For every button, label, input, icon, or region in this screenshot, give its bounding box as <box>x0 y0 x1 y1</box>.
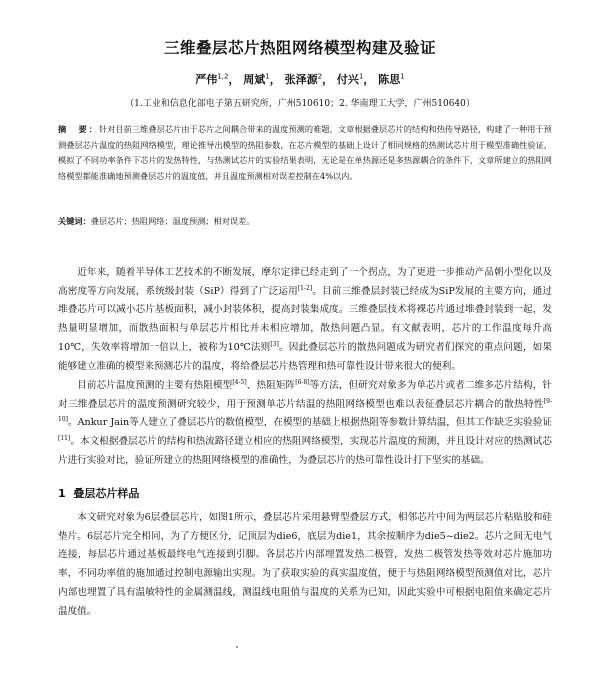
paragraph-text: 近年来，随着半导体工艺技术的不断发展，摩尔定律已经走到了一个拐点，为了更进一步推动产品朝小型化以及高密度等方向发展，系统级封装（SiP）得到了广泛运用 <box>58 267 552 297</box>
citation: [6-8] <box>295 378 310 386</box>
author-name: 周斌 <box>243 73 266 86</box>
abstract-text: 针对目前三维叠层芯片由于芯片之间耦合带来的温度预测的难题，文章根据叠层芯片的结构和热传导路径，构建了一种用于预测叠层芯片温度的热阻网络模型，理论推导出模型的热阻参数，在芯片模型的基础上设计了相同规格的热测试芯片用于模型准确性验证，模拟了不同功率条件下芯片的发热特性，与热测试芯片的实验结果表明，无论是在单热源还是多热源耦合的条件下，文章所建立的热阻网络模型都能准确地预测叠层芯片的温度值，并且温度预测相对误差控制在4%以内。 <box>58 124 552 181</box>
author-name: 张泽源 <box>284 73 318 86</box>
intro-paragraph-1 <box>58 264 552 376</box>
section-title: 叠层芯片样品 <box>73 487 140 500</box>
keywords-text: 叠层芯片；热阻网络；温度预测；相对误差。 <box>90 216 255 226</box>
section-heading <box>58 485 139 501</box>
citation: [1-2] <box>297 284 313 292</box>
citation: [9-10] <box>58 397 552 424</box>
keywords-label: 关键词： <box>58 216 91 226</box>
author-name: 严伟 <box>195 73 218 86</box>
author-affil-mark: 1 <box>358 72 364 81</box>
scan-speck <box>236 646 238 648</box>
abstract-label: 摘 要： <box>58 124 99 134</box>
intro-paragraph-2 <box>58 377 552 471</box>
paragraph-text: 。Ankur Jain等人建立了叠层芯片的数值模型，在模型的基础上根据热阻等参数计算结温，但其工作缺乏实验验证 <box>67 417 552 429</box>
author-affil-mark: 1 <box>265 72 270 81</box>
author-affil-mark: 1,2 <box>217 72 229 81</box>
keywords <box>58 216 552 227</box>
paragraph-text: 。因此叠层芯片的散热问题成为研究者们探究的重点问题，如果能够建立准确的模型来预测芯片的温度，将给叠层芯片热管理和热可靠性设计带来很大的便利。 <box>58 341 552 372</box>
author-line <box>0 71 600 87</box>
affiliation-line: （1.工业和信息化部电子第五研究所，广州510610；2. 华南理工大学，广州510640） <box>125 99 475 109</box>
author-name: 陈思 <box>378 73 401 86</box>
paragraph-text: 、热阻矩阵 <box>246 380 296 391</box>
author-separator: ， <box>228 73 240 86</box>
citation: [4-5] <box>232 378 247 386</box>
paragraph-text: 。目前三维叠层封装已经成为SiP发展的主要方向，通过堆叠芯片可以减小芯片基板面积，减小封装体积，提高封装集成度。三维叠层技术将裸芯片通过堆叠封装到一起，发热量明显增加，而散热面积与单层芯片相比并未相应增加，散热问题凸显。有文献表明，芯片的工作温度每升高10℃，失效率将增加一倍以上，被称为10℃法则 <box>58 285 552 353</box>
section-number: 1 <box>58 487 66 500</box>
paragraph-text: 目前芯片温度预测的主要有热阻模型 <box>77 380 233 391</box>
paragraph-text: 等方法，但研究对象多为单芯片或者二维多芯片结构，针对三维叠层芯片的温度预测研究较少，用于预测单芯片结温的热阻网络模型也难以表征叠层芯片耦合的散热特性 <box>58 380 553 410</box>
author-separator: ， <box>363 73 375 86</box>
author-affil-mark: 2 <box>317 72 323 81</box>
author-affil-mark: 1 <box>400 72 405 81</box>
paragraph-text: 。本文根据叠层芯片的结构和热流路径建立相应的热阻网络模型，实现芯片温度的预测，并且设计对应的热测试芯片进行实验对比，验证所建立的热阻网络模型的准确性，为叠层芯片的热可靠性设计打下坚实的基础。 <box>58 436 552 466</box>
citation: [3] <box>270 340 279 348</box>
author-separator: ， <box>269 73 281 86</box>
author-name: 付兴 <box>336 73 359 86</box>
citation: [11] <box>58 434 71 442</box>
author-separator: ， <box>322 73 334 86</box>
section-1-paragraph: 本文研究对象为6层叠层芯片，如图1所示，叠层芯片采用悬臂型叠层方式，相邻芯片中间为两层芯片粘贴胶和硅垫片。6层芯片完全相同，为了方便区分，记顶层为die6，底层为die1，其余按顺序为die5~die2。芯片之间无电气连接，每层芯片通过基板最终电气连接到引脚。各层芯片内部埋置发热二极管，发热二极管发热等效对芯片施加功率，不同功率值的施加通过控制电源输出实现。为了获取实验的真实温度值，便于与热阻网络模型预测值对比，芯片内部也埋置了具有温敏特性的金属测温线，测温线电阻值与温度的关系为已知，因此实验中可根据电阻值来确定芯片温度值。 <box>58 512 552 617</box>
paper-title: 三维叠层芯片热阻网络模型构建及验证 <box>163 39 436 57</box>
abstract <box>58 122 552 184</box>
